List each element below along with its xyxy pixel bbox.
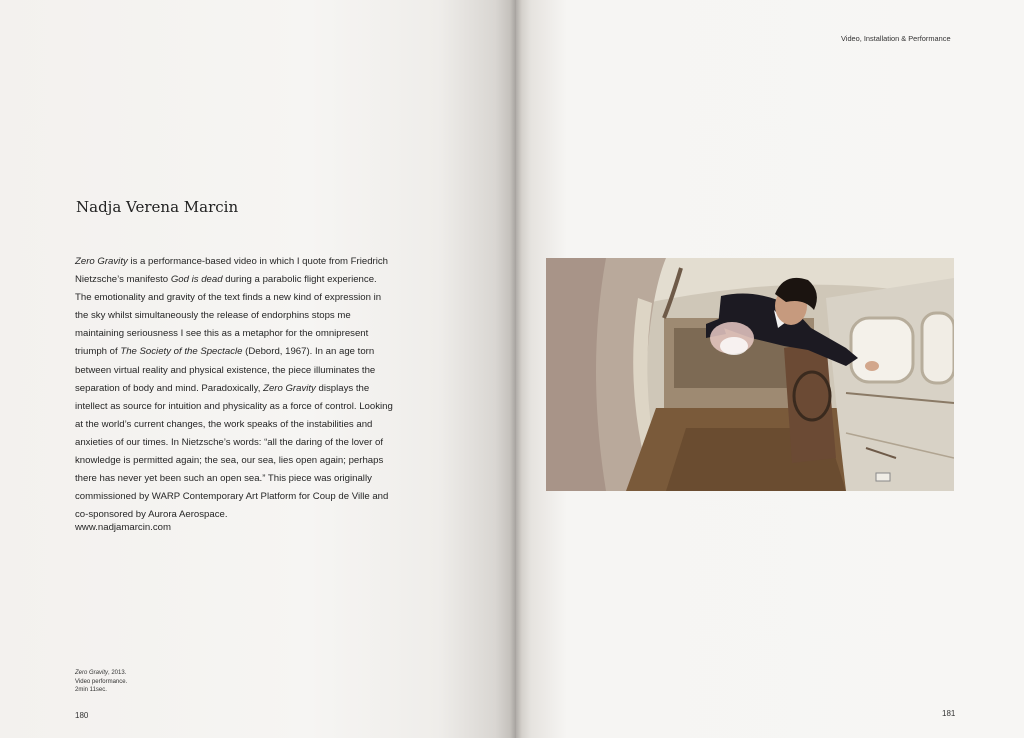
paragraph-italic-run: Zero Gravity (75, 256, 128, 267)
page-number-left: 180 (75, 711, 89, 720)
caption-work-title: Zero Gravity (75, 670, 109, 676)
right-page (516, 0, 1024, 738)
running-header: Video, Installation & Performance (841, 34, 951, 43)
paragraph-italic-run: The Society of the Spectacle (120, 346, 243, 358)
performance-photo (546, 258, 954, 491)
page-number-right: 181 (942, 709, 956, 718)
artist-website-link[interactable]: www.nadjamarcin.com (75, 522, 171, 533)
image-caption (75, 669, 127, 695)
paragraph-italic-run: Zero Gravity (263, 382, 316, 394)
paragraph-text-run: (Debord, 1967). In an age torn between virtual reality and physical existence, the piece illuminates the separation of body and mind. Paradoxically, (75, 346, 376, 394)
caption-year: , 2013. (108, 670, 127, 676)
caption-duration: 2min 11sec. (75, 687, 107, 693)
paragraph-italic-run: God is dead (170, 274, 223, 286)
artist-statement-paragraph (75, 253, 395, 524)
artist-name-title: Nadja Verena Marcin (76, 198, 239, 216)
paragraph-text-run: displays the intellect as source for intuition and physicality as a force of control. Looking at the world’s current changes, the work speaks of the instabilities and anxieties of our times. In Nietzsche’s words: “all the daring of the lover of knowledge is permitted again; the sea, our sea, lies open again; perhaps there has never yet been such an open sea.” This piece was originally commissioned by WARP Contemporary Art Platform for Coup de Ville and co-sponsored by Aurora Aerospace. (75, 382, 393, 521)
book-gutter (510, 0, 522, 738)
paragraph-text-run: is a performance-based video in which I quote from Friedrich Nietzsche’s manifesto (75, 256, 388, 286)
paragraph-text-run: during a parabolic flight experience. The emotionality and gravity of the text finds a new kind of expression in the sky whilst simultaneously the release of endorphins stops me maintaining seriousness I see this as a metaphor for the omnipresent triumph of (75, 274, 382, 358)
caption-medium: Video performance. (75, 678, 128, 685)
